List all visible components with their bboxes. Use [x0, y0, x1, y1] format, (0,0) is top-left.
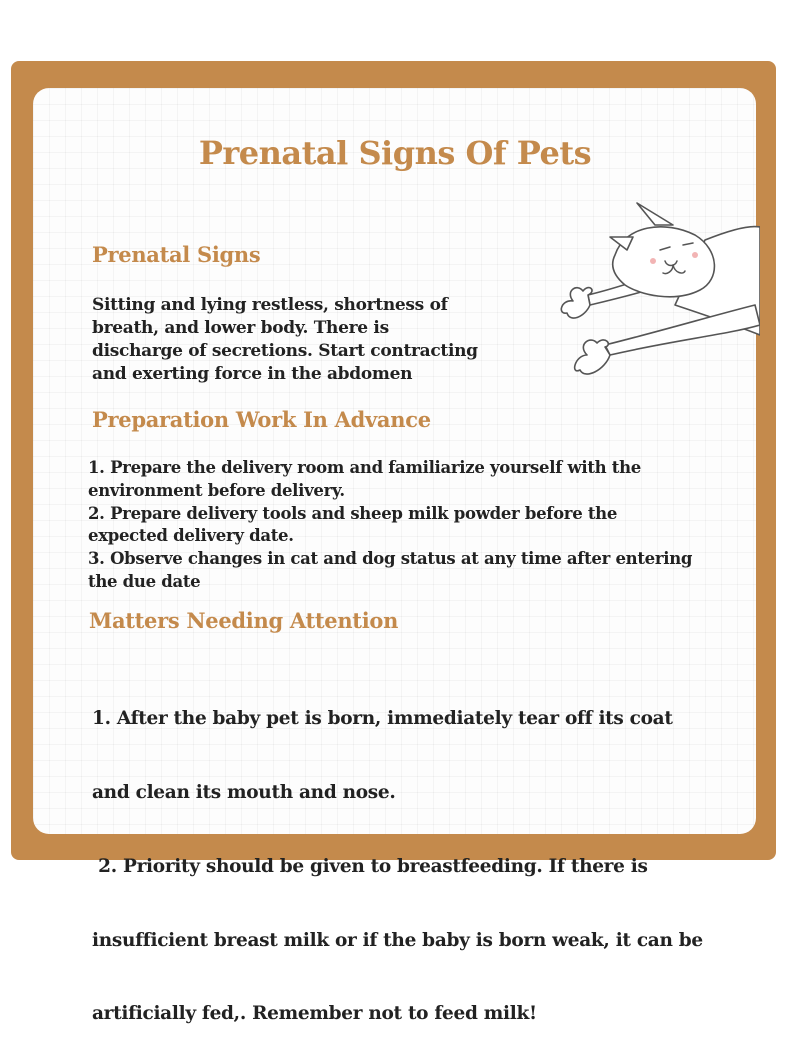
page-title: Prenatal Signs Of Pets: [198, 134, 592, 172]
text-line: 3. Observe changes in cat and dog status at any time after entering: [88, 549, 693, 569]
text-line: environment before delivery.: [88, 480, 345, 500]
section-body-preparation: [88, 457, 692, 594]
text-line: and exerting force in the abdomen: [92, 364, 413, 384]
text-line: artificially fed,. Remember not to feed milk!: [92, 1003, 537, 1025]
text-line: Sitting and lying restless, shortness of: [92, 295, 448, 315]
section-heading-attention: Matters Needing Attention: [89, 608, 399, 633]
text-line: expected delivery date.: [88, 526, 294, 546]
section-heading-preparation: Preparation Work In Advance: [92, 407, 431, 432]
text-line: the due date: [88, 571, 201, 591]
section-body-prenatal-signs: [92, 294, 478, 386]
text-line: 1. After the baby pet is born, immediately tear off its coat: [92, 708, 673, 730]
section-body-attention: [92, 658, 703, 1052]
text-line: and clean its mouth and nose.: [92, 781, 396, 803]
text-line: breath, and lower body. There is: [92, 318, 389, 338]
text-line: discharge of secretions. Start contracting: [92, 341, 478, 361]
section-heading-prenatal-signs: Prenatal Signs: [92, 242, 261, 267]
text-line: insufficient breast milk or if the baby is born weak, it can be: [92, 929, 703, 951]
text-line: 1. Prepare the delivery room and familiarize yourself with the: [88, 458, 641, 477]
text-line: 2. Prepare delivery tools and sheep milk powder before the: [88, 503, 618, 523]
text-line: 2. Priority should be given to breastfeeding. If there is: [92, 855, 648, 877]
cat-illustration: [555, 195, 760, 395]
